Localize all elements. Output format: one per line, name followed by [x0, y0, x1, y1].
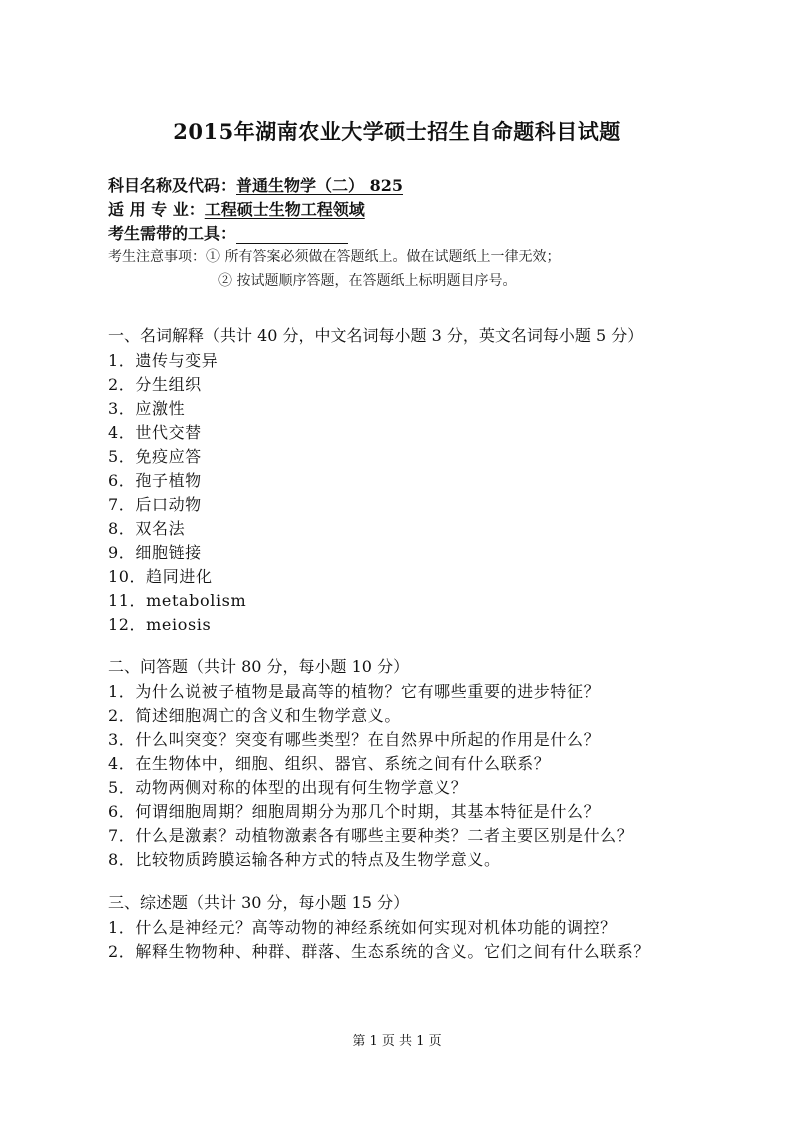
notice-row-1 [108, 246, 560, 266]
question-item: 2．分生组织 [108, 375, 202, 394]
section-questions [108, 654, 708, 872]
question-item: 4．世代交替 [108, 423, 202, 442]
question-item: 6．孢子植物 [108, 471, 202, 490]
notice-item-1: ① 所有答案必须做在答题纸上。做在试题纸上一律无效； [206, 249, 561, 265]
section-title: 一、名词解释（共计 40 分，中文名词每小题 3 分，英文名词每小题 5 分） [108, 326, 644, 345]
question-item: 3．应激性 [108, 399, 186, 418]
question-item: 1．为什么说被子植物是最高等的植物？它有哪些重要的进步特征？ [108, 682, 601, 701]
question-item: 2．简述细胞凋亡的含义和生物学意义。 [108, 706, 401, 725]
section-title: 二、问答题（共计 80 分，每小题 10 分） [108, 657, 410, 676]
question-item: 12．meiosis [108, 615, 212, 634]
question-item: 5．免疫应答 [108, 447, 202, 466]
question-item: 1．什么是神经元？高等动物的神经系统如何实现对机体功能的调控？ [108, 918, 617, 937]
question-item: 1．遗传与变异 [108, 351, 219, 370]
question-item: 4．在生物体中，细胞、组织、器官、系统之间有什么联系？ [108, 754, 551, 773]
notice-label: 考生注意事项： [108, 249, 206, 265]
tools-blank-line [236, 227, 348, 244]
question-item: 11．metabolism [108, 591, 247, 610]
page-number: 第 1 页 共 1 页 [352, 1034, 442, 1049]
major-label: 适 用 专 业： [108, 200, 205, 219]
section-title: 三、综述题（共计 30 分，每小题 15 分） [108, 893, 410, 912]
subject-value: 普通生物学（二） 825 [236, 176, 403, 195]
question-item: 8．双名法 [108, 519, 186, 538]
question-item: 9．细胞链接 [108, 543, 202, 562]
exam-title: 2015年湖南农业大学硕士招生自命题科目试题 [173, 119, 621, 144]
subject-label: 科目名称及代码： [108, 176, 237, 195]
notice-row-2 [218, 270, 516, 290]
major-value: 工程硕士生物工程领域 [204, 200, 365, 219]
section-essay [108, 890, 708, 964]
tools-row [108, 221, 348, 244]
question-item: 3．什么叫突变？突变有哪些类型？在自然界中所起的作用是什么？ [108, 730, 601, 749]
notice-item-2: ② 按试题顺序答题，在答题纸上标明题目序号。 [218, 273, 517, 289]
question-item: 7．什么是激素？动植物激素各有哪些主要种类？二者主要区别是什么？ [108, 826, 634, 845]
question-item: 6．何谓细胞周期？细胞周期分为那几个时期，其基本特征是什么？ [108, 802, 601, 821]
subject-row [108, 173, 403, 196]
question-item: 2．解释生物物种、种群、群落、生态系统的含义。它们之间有什么联系？ [108, 942, 650, 961]
section-terms [108, 323, 708, 637]
question-item: 7．后口动物 [108, 495, 202, 514]
question-item: 8．比较物质跨膜运输各种方式的特点及生物学意义。 [108, 850, 501, 869]
tools-label: 考生需带的工具： [108, 224, 237, 243]
question-item: 10．趋同进化 [108, 567, 213, 586]
question-item: 5．动物两侧对称的体型的出现有何生物学意义？ [108, 778, 468, 797]
major-row [108, 197, 365, 220]
